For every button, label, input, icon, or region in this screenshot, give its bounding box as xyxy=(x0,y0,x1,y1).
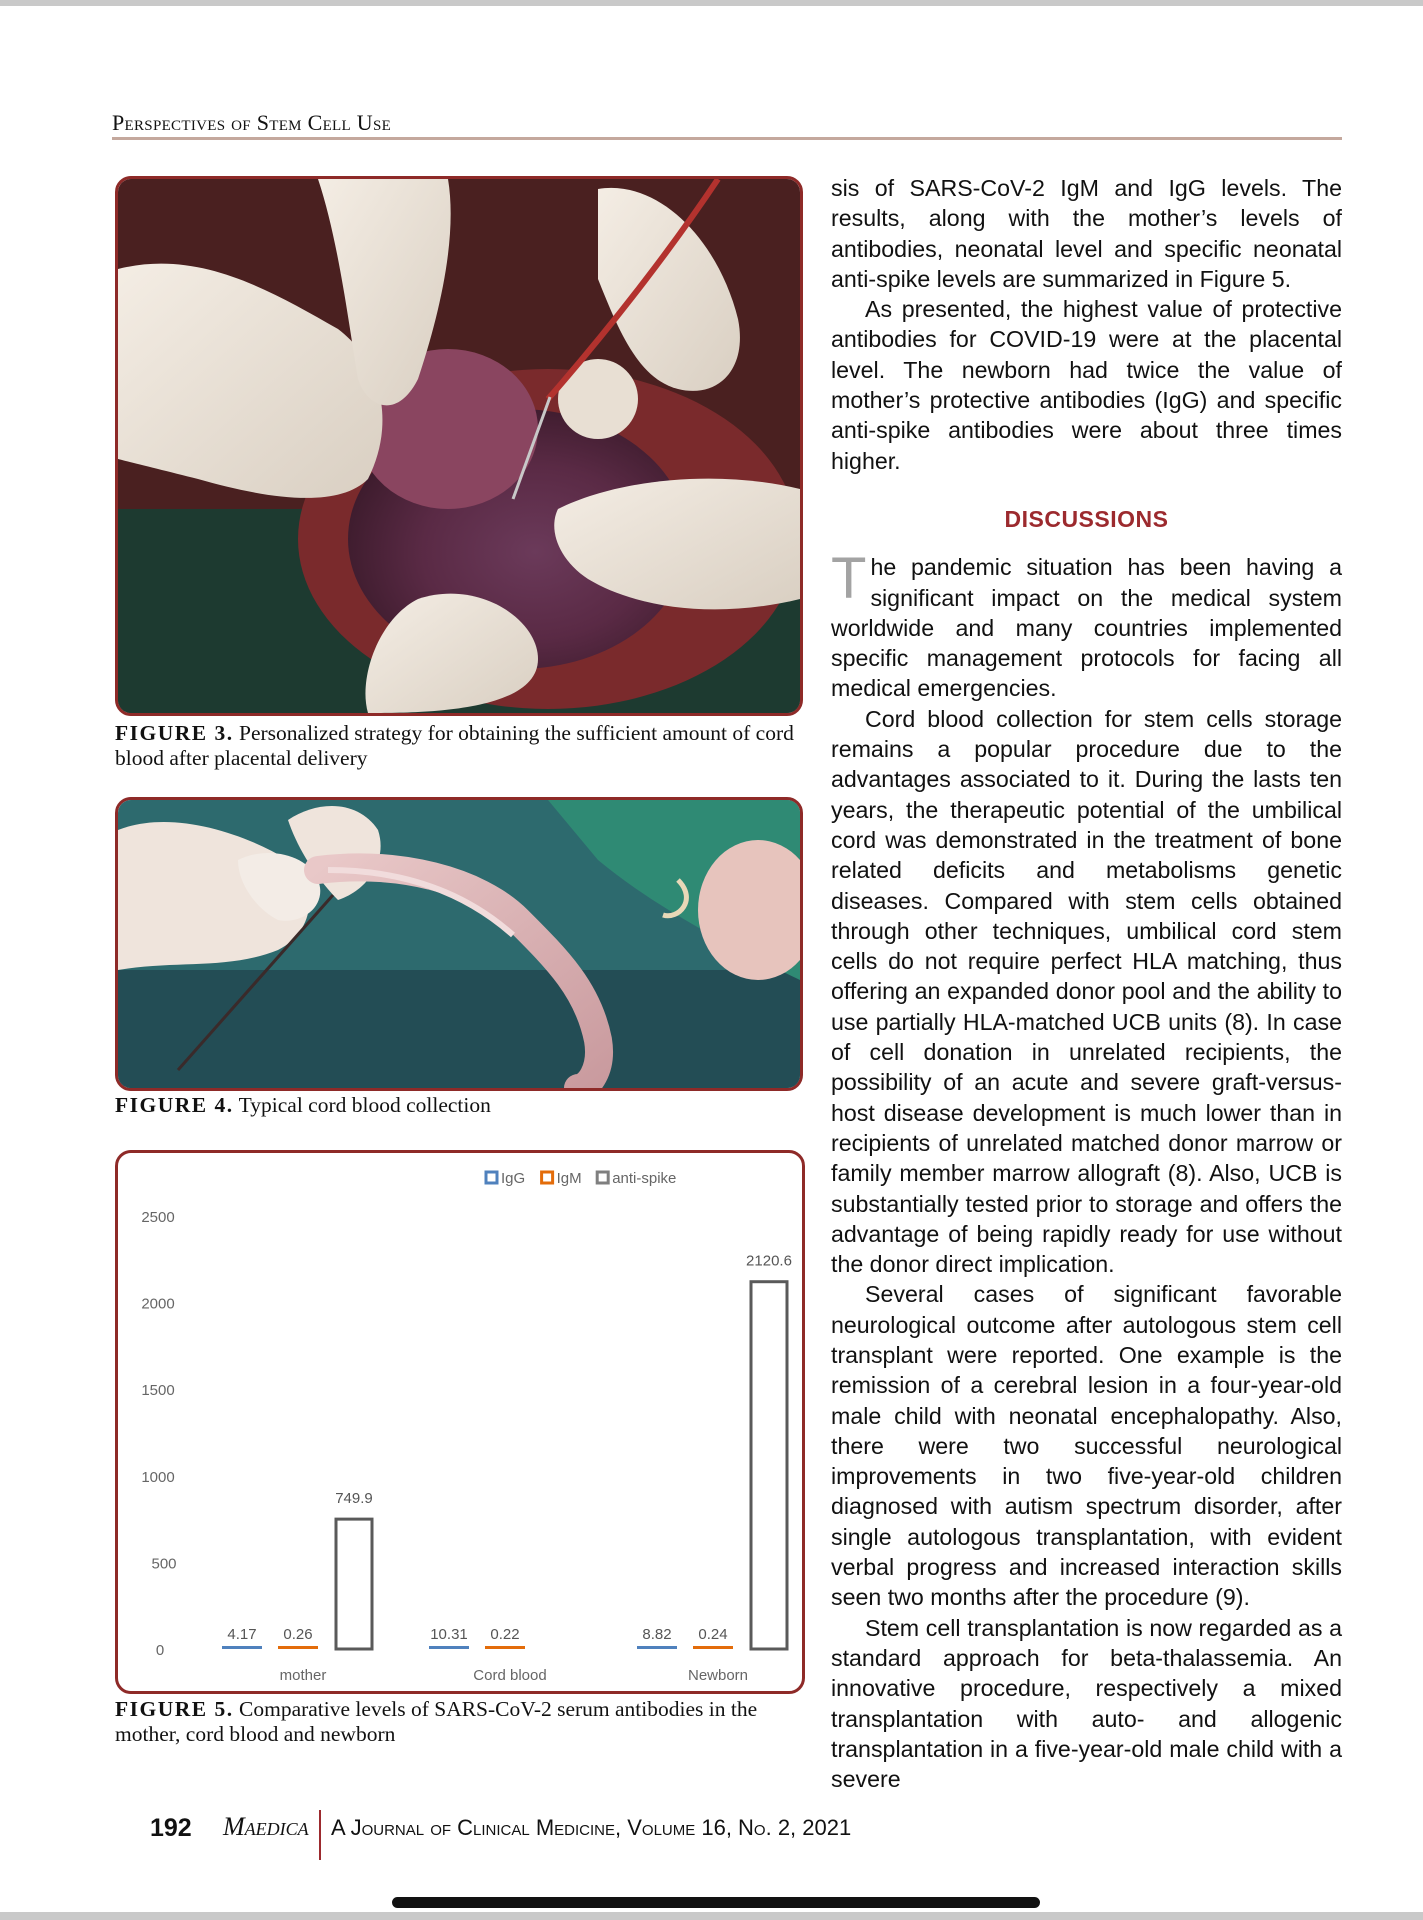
legend-swatch-igm xyxy=(542,1172,553,1183)
legend-label: IgM xyxy=(556,1170,582,1187)
running-head: Perspectives of Stem Cell Use xyxy=(112,110,392,135)
page-number: 192 xyxy=(150,1814,192,1842)
paragraph: Several cases of significant favorable neurological outcome after autologous stem cell transplant were reported. One example is the remission of a cerebral lesion in a four-year-old male child with neonatal encephalopathy. Also, there were two successful neurological improvements in two five-year-old children diagnosed with autism spectrum disorder, after single autologous transplantation, with evident verbal progress and increased interaction skills seen two months after the procedure (9). xyxy=(831,1281,1342,1611)
paragraph: As presented, the highest value of protective antibodies for COVID-19 were at the placental level. The newborn had twice the value of mother’s protective antibodies (IgG) and specific anti-spike antibodies were about three times higher. xyxy=(831,296,1342,474)
drop-cap: T xyxy=(831,546,867,612)
x-category-label: mother xyxy=(279,1667,327,1684)
x-category-label: Newborn xyxy=(687,1667,749,1684)
data-label: 4.17 xyxy=(227,1626,257,1643)
paragraph-dropcap xyxy=(831,546,1342,703)
journal-name: Maedica xyxy=(223,1812,309,1841)
figure-5-caption-text: Comparative levels of SARS-CoV-2 serum antibodies in the mother, cord blood and newborn xyxy=(115,1697,758,1746)
data-label: 0.22 xyxy=(490,1626,520,1643)
figure-4-caption xyxy=(115,1093,795,1118)
figure-4-label: FIGURE 4. xyxy=(115,1093,234,1117)
data-label: 8.82 xyxy=(642,1626,672,1643)
data-label: 0.24 xyxy=(698,1626,728,1643)
y-tick-label: 2500 xyxy=(141,1209,175,1226)
y-tick-label: 2000 xyxy=(141,1295,175,1313)
footer-divider xyxy=(319,1810,321,1860)
home-indicator xyxy=(392,1897,1040,1908)
legend-label: IgG xyxy=(501,1170,526,1187)
placenta-photo-illustration xyxy=(118,179,800,713)
antibody-bar-chart xyxy=(118,1153,802,1691)
figure-3-photo xyxy=(115,176,803,716)
page-footer xyxy=(150,1810,850,1870)
bar-anti-spike xyxy=(751,1282,787,1649)
figure-5-label: FIGURE 5. xyxy=(115,1697,234,1721)
figure-3-caption xyxy=(115,721,795,771)
umbilical-cord-photo-illustration xyxy=(118,800,800,1088)
data-label: 749.9 xyxy=(335,1490,373,1508)
paragraph: Cord blood collection for stem cells storage remains a popular procedure due to the advantages associated to it. During the lasts ten years, the therapeutic potential of the umbilical cord was demonstrated in the treatment of bone related deficits and metabolisms genetic diseases. Compared with stem cells obtained through other techniques, umbilical cord stem cells do not require perfect HLA matching, thus offering an expanded donor pool and the ability to use partially HLA-matched UCB units (8). In case of cell donation in unrelated recipients, the possibility of an acute and severe graft-versus-host disease development is much lower than in recipients of unrelated matched donor marrow or family member marrow allograft (8). Also, UCB is substantially tested prior to storage and offers the advantage of being rapidly ready for use without the donor direct implication. xyxy=(831,705,1342,1278)
y-tick-label: 0 xyxy=(155,1642,165,1659)
bar-anti-spike xyxy=(336,1519,372,1649)
body-text-column xyxy=(831,173,1342,1794)
figure-3-caption-text: Personalized strategy for obtaining the sufficient amount of cord blood after placental delivery xyxy=(115,721,794,770)
y-tick-label: 1000 xyxy=(141,1468,175,1486)
legend-swatch-igg xyxy=(486,1172,497,1183)
paragraph-text: he pandemic situation has been having a significant impact on the medical system worldwide and many countries implemented specific management protocols for facing all medical emergencies. xyxy=(831,554,1342,702)
bottom-bar xyxy=(0,1912,1423,1920)
top-bar xyxy=(0,0,1423,6)
journal-full-title: A Journal of Clinical Medicine, Volume 16, No. 2, 2021 xyxy=(331,1815,852,1840)
legend-label: anti-spike xyxy=(612,1170,677,1187)
bar-igg xyxy=(222,1646,262,1649)
header-rule xyxy=(112,137,1342,140)
figure-4-caption-text: Typical cord blood collection xyxy=(238,1093,491,1117)
paragraph: Stem cell transplantation is now regarded as a standard approach for beta-thalassemia. An innovative procedure, respectively a mixed transplantation with auto- and allogenic transplantation in a five-year-old male child with a severe xyxy=(831,1614,1342,1793)
legend-swatch-anti-spike xyxy=(597,1172,608,1183)
figure-4-photo xyxy=(115,797,803,1091)
y-tick-label: 1500 xyxy=(141,1382,175,1400)
figure-5-caption xyxy=(115,1697,795,1747)
paragraph: sis of SARS-CoV-2 IgM and IgG levels. The results, along with the mother’s levels of antibodies, neonatal level and specific neonatal anti-spike levels are summarized in Figure 5. xyxy=(831,175,1342,292)
y-tick-label: 500 xyxy=(151,1555,177,1573)
bar-igm xyxy=(278,1646,318,1649)
x-category-label: Cord blood xyxy=(473,1667,547,1684)
figure-5-chart xyxy=(115,1150,805,1694)
bar-igg xyxy=(637,1646,677,1649)
data-label: 0.26 xyxy=(283,1626,313,1643)
data-label: 10.31 xyxy=(430,1626,468,1643)
figure-3-label: FIGURE 3. xyxy=(115,721,234,745)
bar-igm xyxy=(485,1646,525,1649)
bar-igm xyxy=(693,1646,733,1649)
bar-igg xyxy=(429,1646,469,1649)
section-heading: DISCUSSIONS xyxy=(1004,505,1169,532)
data-label: 2120.6 xyxy=(746,1252,792,1270)
